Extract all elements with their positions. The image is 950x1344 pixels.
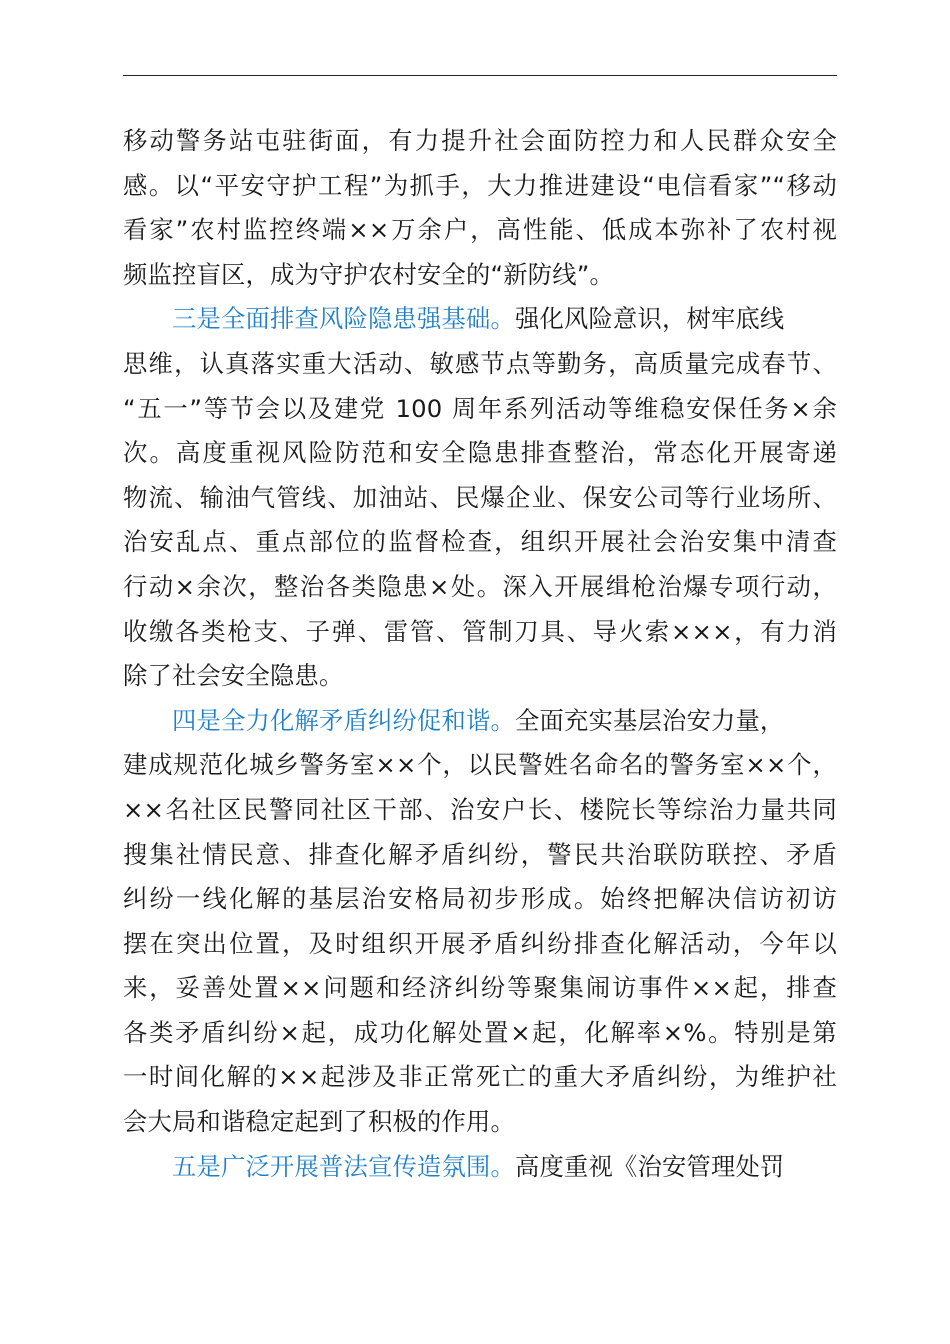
text-line: [123, 699, 837, 744]
text-line: 次。高度重视风险防范和安全隐患排查整治，常态化开展寄递: [123, 438, 837, 468]
text-line: 思维，认真落实重大活动、敏感节点等勤务，高质量完成春节、: [123, 348, 837, 378]
text-line: 纠纷一线化解的基层治安格局初步形成。始终把解决信访初访: [123, 884, 837, 914]
text-line: 治安乱点、重点部位的监督检查，组织开展社会治安集中清查: [123, 527, 837, 557]
text-line: [123, 297, 837, 342]
header-rule: [123, 75, 837, 76]
text-line: 摆在突出位置，及时组织开展矛盾纠纷排查化解活动，今年以: [123, 928, 837, 958]
text-line: 建成规范化城乡警务室××个，以民警姓名命名的警务室××个，: [123, 750, 837, 780]
text-line: 物流、输油气管线、加油站、民爆企业、保安公司等行业场所、: [123, 482, 837, 512]
text-line: [123, 1145, 837, 1190]
text-line: 一时间化解的××起涉及非正常死亡的重大矛盾纠纷，为维护社: [123, 1062, 837, 1092]
text-run: 高度重视《治安管理处罚: [514, 1151, 785, 1181]
section-heading: 四是全力化解矛盾纠纷促和谐。: [172, 705, 515, 735]
text-line: 感。以“平安守护工程”为抓手，大力推进建设“电信看家”“移动: [123, 170, 837, 200]
text-line: ××名社区民警同社区干部、治安户长、楼院长等综治力量共同: [123, 794, 837, 824]
text-line: “五一”等节会以及建党 100 周年系列活动等维稳安保任务×余: [123, 393, 837, 423]
document-body: [123, 119, 837, 1189]
text-line: 移动警务站屯驻街面，有力提升社会面防控力和人民群众安全: [123, 126, 837, 155]
section-heading: 三是全面排查风险隐患强基础。: [172, 304, 515, 334]
text-run: 强化风险意识，树牢底线: [514, 304, 785, 334]
text-line: 行动×余次，整治各类隐患×处。深入开展缉枪治爆专项行动，: [123, 571, 837, 601]
text-run: 全面充实基层治安力量，: [514, 705, 785, 735]
text-line: 频监控盲区，成为守护农村安全的“新防线”。: [123, 259, 615, 289]
section-heading: 五是广泛开展普法宣传造氛围。: [172, 1151, 515, 1181]
text-line: 会大局和谐稳定起到了积极的作用。: [123, 1107, 515, 1137]
text-line: 收缴各类枪支、子弹、雷管、管制刀具、导火索×××，有力消: [123, 616, 837, 646]
text-line: 各类矛盾纠纷×起，成功化解处置×起，化解率×%。特别是第: [123, 1017, 837, 1047]
text-line: 看家”农村监控终端××万余户，高性能、低成本弥补了农村视: [123, 215, 837, 245]
text-line: 除了社会安全隐患。: [123, 661, 344, 691]
text-line: 来，妥善处置××问题和经济纠纷等聚集闹访事件××起，排查: [123, 973, 837, 1003]
text-line: 搜集社情民意、排查化解矛盾纠纷，警民共治联防联控、矛盾: [123, 839, 837, 869]
